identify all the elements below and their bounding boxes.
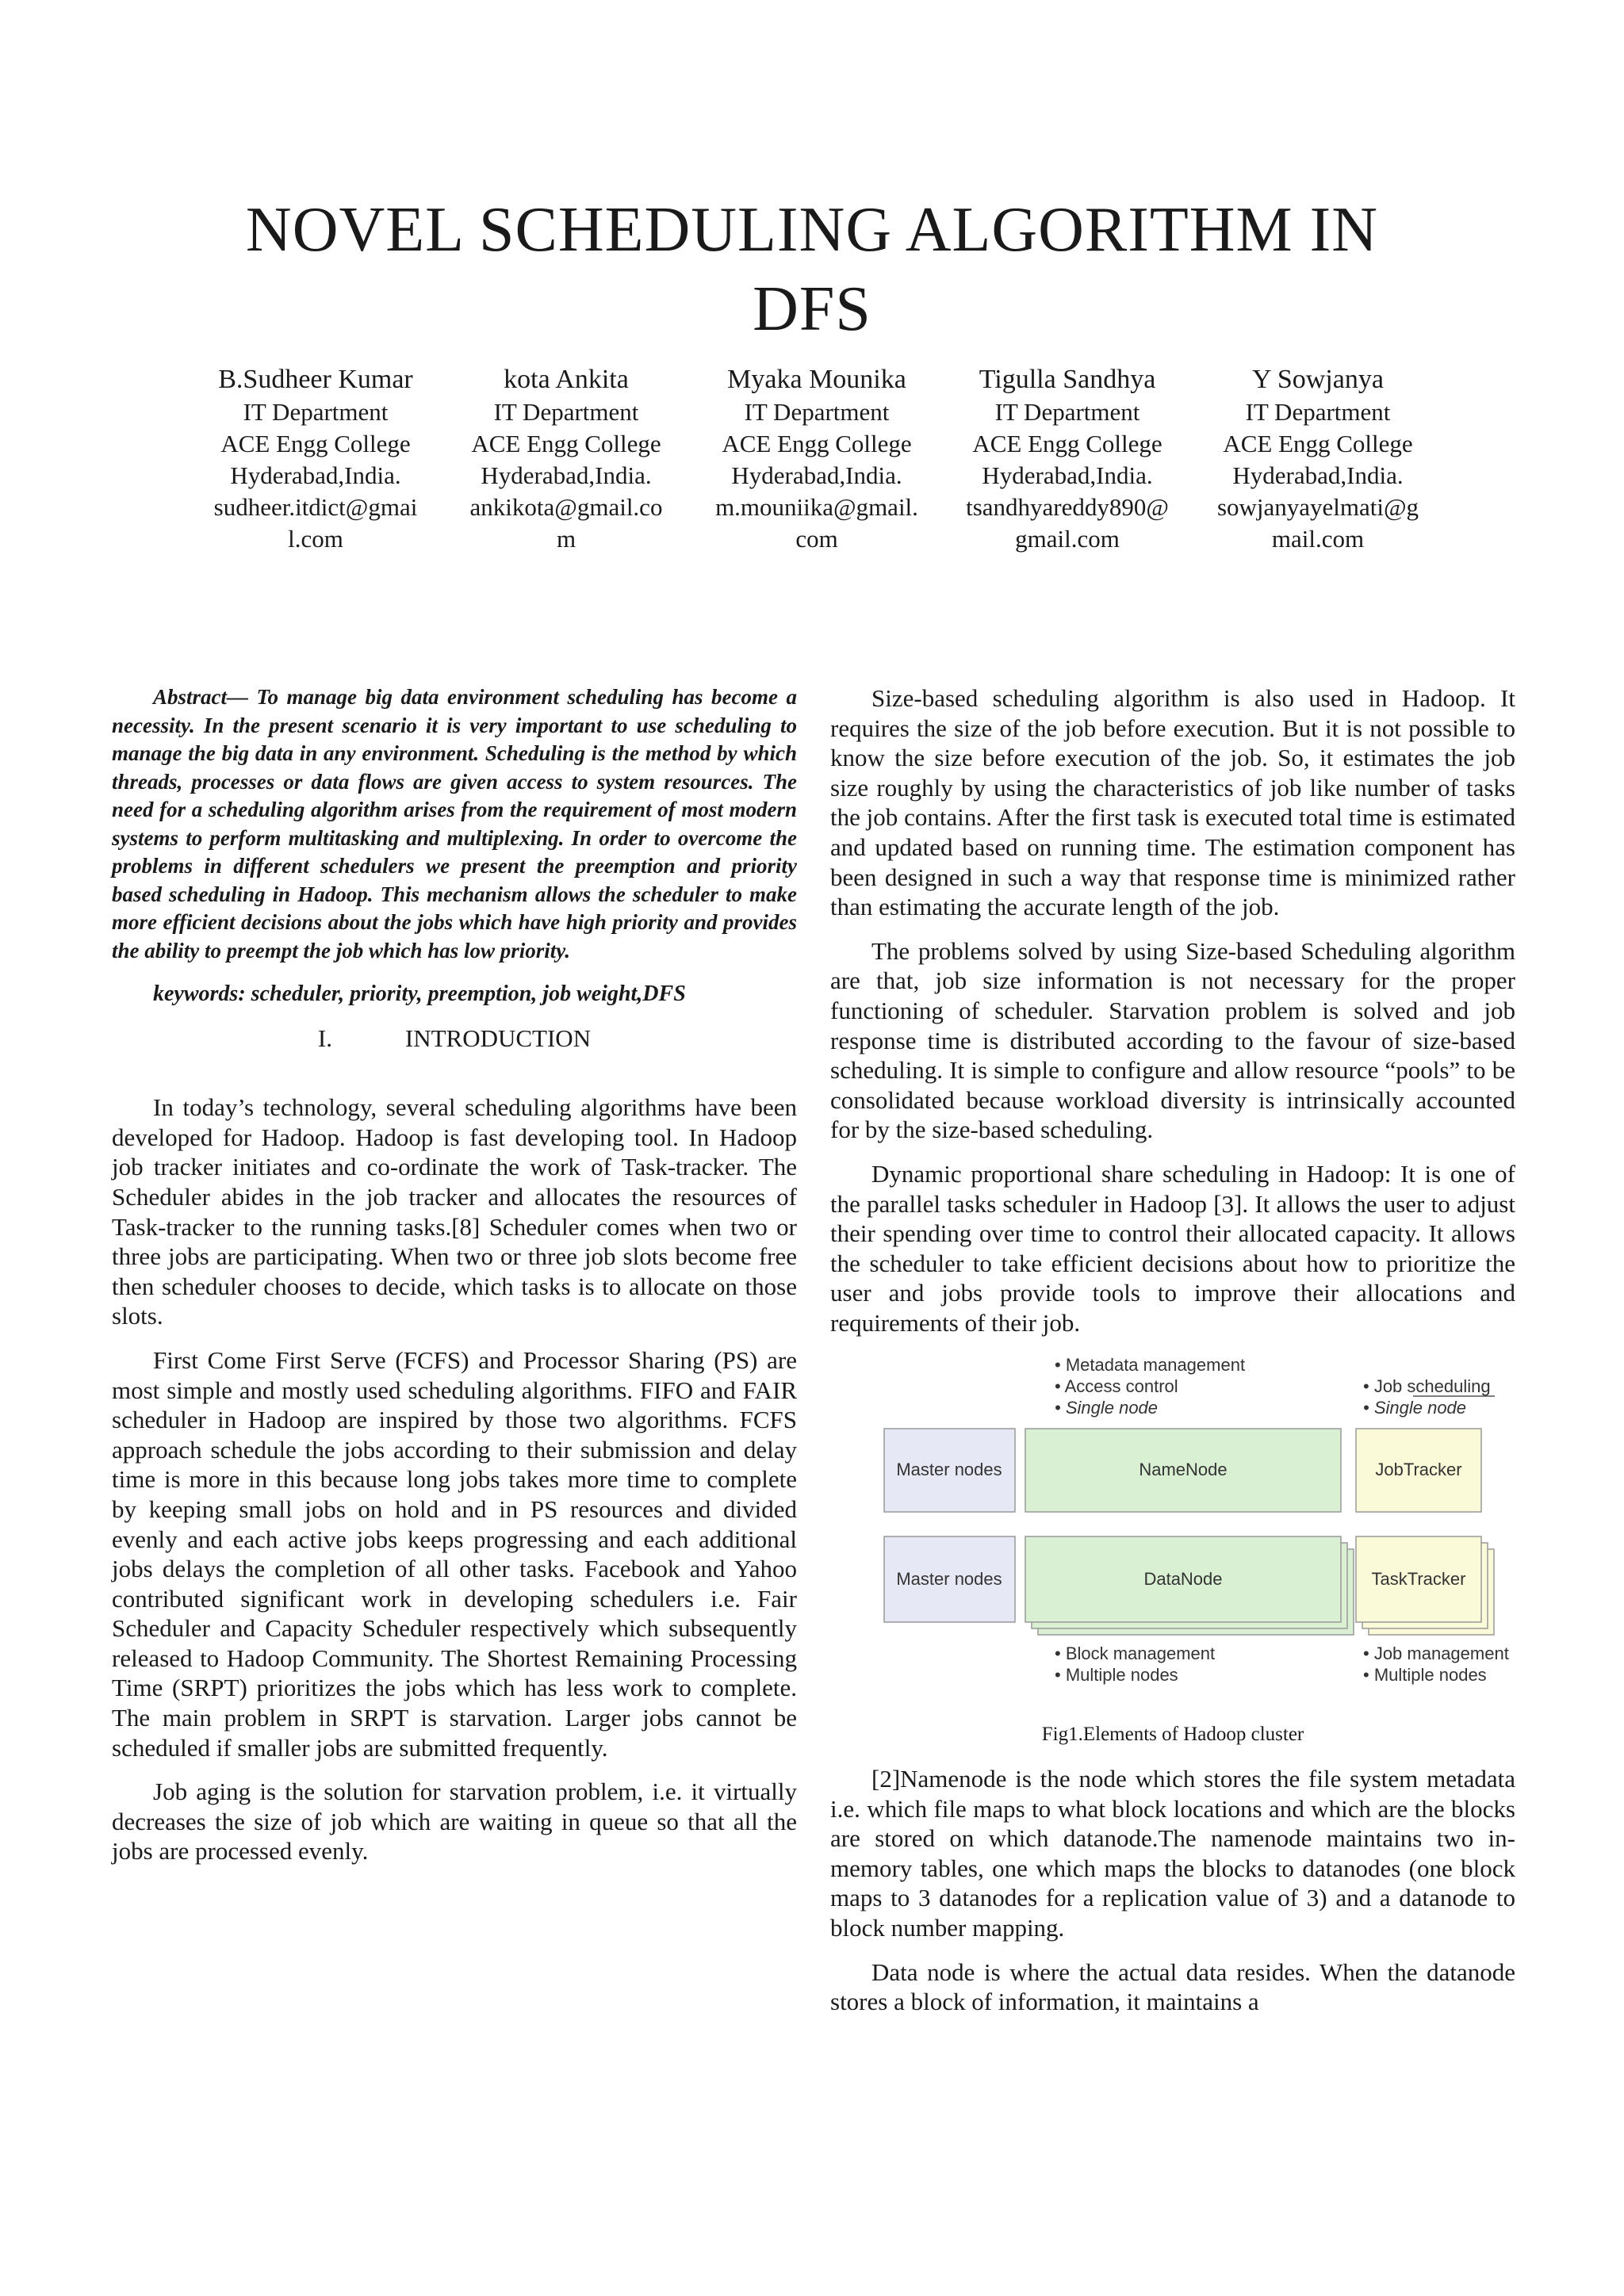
ann-single-node: • Single node (1055, 1398, 1159, 1418)
author-email-cont: gmail.com (1015, 525, 1120, 553)
body-paragraph: Size-based scheduling algorithm is also used in Hadoop. It requires the size of the job before execution. But it is not possible to know the size before execution of the job. So, it estimates the job size roughly by using the characteristics of job like number of tasks the job contains. After the first task is executed total time is estimated and updated based on running time. The estimation component has been designed in such a way that response time is minimized rather than estimating the accurate length of the job. (830, 684, 1515, 921)
author-college: ACE Engg College (1223, 430, 1413, 457)
figure-caption: Fig1.Elements of Hadoop cluster (1041, 1724, 1304, 1746)
ann-multiple-nodes: • Multiple nodes (1055, 1665, 1178, 1686)
author-name: kota Ankita (504, 365, 629, 394)
author-email-cont: mail.com (1271, 525, 1365, 553)
author-name: Myaka Mounika (727, 365, 906, 394)
author-city: Hyderabad,India. (731, 461, 902, 489)
author-dept: IT Department (493, 398, 639, 426)
ann-job-mgmt: • Job management (1363, 1644, 1509, 1664)
jobtracker-label: JobTracker (1375, 1460, 1462, 1480)
master-nodes-label-2: Master nodes (896, 1569, 1002, 1590)
author-block (190, 363, 441, 555)
author-name: Tigulla Sandhya (979, 365, 1156, 394)
author-email: ankikota@gmail.co (469, 493, 663, 521)
master-nodes-label: Master nodes (896, 1460, 1002, 1480)
author-college: ACE Engg College (722, 430, 912, 457)
abstract: Abstract— To manage big data environment scheduling has become a necessity. In the present scenario it is very important to use scheduling to manage the big data in any environment. Scheduling is the method by which threads, processes or data flows are given access to system resources. The need for a scheduling algorithm arises from the requirement of most modern systems to perform multitasking and multiplexing. In order to overcome the problems in different schedulers we present the preemption and priority based scheduling in Hadoop. This mechanism allows the scheduler to make more efficient decisions about the jobs which have high priority and provides the ability to preempt the job which has low priority. (112, 685, 797, 962)
author-block (942, 363, 1193, 555)
left-column (112, 683, 797, 1881)
body-paragraph: [2]Namenode is the node which stores the file system metadata i.e. which file maps to what block locations and which are the blocks are stored on which datanode.The namenode maintains two in-memory tables, one which maps the blocks to datanodes (one block maps to 3 datanodes for a replication value of 3) and a datanode to block number mapping. (830, 1765, 1515, 1942)
author-block (691, 363, 942, 555)
keywords: keywords: scheduler, priority, preemption, job weight,DFS (153, 982, 686, 1006)
datanode-label: DataNode (1143, 1569, 1223, 1590)
author-email: m.mouniika@gmail. (715, 493, 918, 521)
ann-metadata: • Metadata management (1055, 1355, 1246, 1376)
hadoop-cluster-diagram (830, 1352, 1515, 1709)
body-paragraph: Dynamic proportional share scheduling in Hadoop: It is one of the parallel tasks scheduler in Hadoop [3]. It allows the user to adjust their spending over time to control their allocated capacity. It allows the scheduler to take efficient decisions about how to prioritize the user and jobs provide tools to improve their allocations and requirements of their job. (830, 1159, 1515, 1337)
author-dept: IT Department (243, 398, 389, 426)
author-college: ACE Engg College (220, 430, 411, 457)
title-line-2: DFS (753, 274, 871, 344)
author-name: B.Sudheer Kumar (218, 365, 413, 394)
author-email: sudheer.itdict@gmai (213, 493, 418, 521)
author-block (1193, 363, 1443, 555)
author-email-cont: m (556, 525, 576, 553)
namenode-label: NameNode (1139, 1460, 1228, 1480)
body-paragraph: Job aging is the solution for starvation problem, i.e. it virtually decreases the size of job which are waiting in queue so that all the jobs are processed evenly. (112, 1777, 797, 1866)
ann-job-scheduling: • Job scheduling (1363, 1376, 1491, 1397)
author-college: ACE Engg College (972, 430, 1162, 457)
author-block (441, 363, 691, 555)
author-city: Hyderabad,India. (230, 461, 401, 489)
author-dept: IT Department (994, 398, 1140, 426)
right-column (830, 683, 1515, 2031)
author-city: Hyderabad,India. (481, 461, 652, 489)
author-city: Hyderabad,India. (982, 461, 1153, 489)
author-email: tsandhyareddy890@ (966, 493, 1169, 521)
section-title: INTRODUCTION (404, 1024, 592, 1052)
title-line-1: NOVEL SCHEDULING ALGORITHM IN (245, 195, 1379, 265)
body-paragraph: The problems solved by using Size-based Scheduling algorithm are that, job size information is not necessary for the proper functioning of scheduler. Starvation problem is solved and job response time is distributed according to the favour of size-based scheduling. It is simple to configure and allow resource “pools” to be consolidated because workload diversity is intrinsically accounted for by the size-based scheduling. (830, 936, 1515, 1144)
hadoop-cluster-figure (830, 1352, 1515, 1709)
paper-title (111, 190, 1513, 349)
tasktracker-label: TaskTracker (1371, 1569, 1466, 1590)
ann-single-node-2: • Single node (1363, 1398, 1467, 1418)
author-email-cont: com (795, 525, 838, 553)
ann-access: • Access control (1055, 1376, 1178, 1397)
body-paragraph: Data node is where the actual data resides. When the datanode stores a block of information, it maintains a (830, 1957, 1515, 2016)
author-email: sowjanyayelmati@g (1216, 493, 1419, 521)
author-dept: IT Department (744, 398, 890, 426)
section-heading (112, 1024, 797, 1054)
author-dept: IT Department (1245, 398, 1391, 426)
author-list (190, 363, 1456, 555)
section-number: I. (317, 1024, 332, 1052)
author-college: ACE Engg College (471, 430, 661, 457)
author-city: Hyderabad,India. (1232, 461, 1404, 489)
ann-multiple-nodes-2: • Multiple nodes (1363, 1665, 1487, 1686)
ann-block-mgmt: • Block management (1055, 1644, 1216, 1664)
author-name: Y Sowjanya (1252, 365, 1384, 394)
body-paragraph: First Come First Serve (FCFS) and Processor Sharing (PS) are most simple and mostly used scheduling algorithms. FIFO and FAIR scheduler in Hadoop are inspired by those two algorithms. FCFS approach schedule the jobs according to their submission and delay time is more in this because long jobs takes more time to complete by keeping small jobs on hold and in PS resources and divided evenly and each active jobs keeps progressing and each additional jobs delays the completion of all other tasks. Facebook and Yahoo contributed significant work in developing schedulers i.e. Fair Scheduler and Capacity Scheduler respectively which subsequently released to Hadoop Community. The Shortest Remaining Processing Time (SRPT) prioritizes the jobs which has less work to complete. The main problem in SRPT is starvation. Larger jobs cannot be scheduled if smaller jobs are submitted frequently. (112, 1345, 797, 1762)
author-email-cont: l.com (288, 525, 343, 553)
body-paragraph: In today’s technology, several scheduling algorithms have been developed for Hadoop. Hadoop is fast developing tool. In Hadoop job tracker initiates and co-ordinate the work of Task-tracker. The Scheduler abides in the job tracker and allocates the resources of Task-tracker to the running tasks.[8] Scheduler comes when two or three jobs are participating. When two or three job slots become free then scheduler chooses to decide, which tasks is to allocate on those slots. (112, 1093, 797, 1330)
